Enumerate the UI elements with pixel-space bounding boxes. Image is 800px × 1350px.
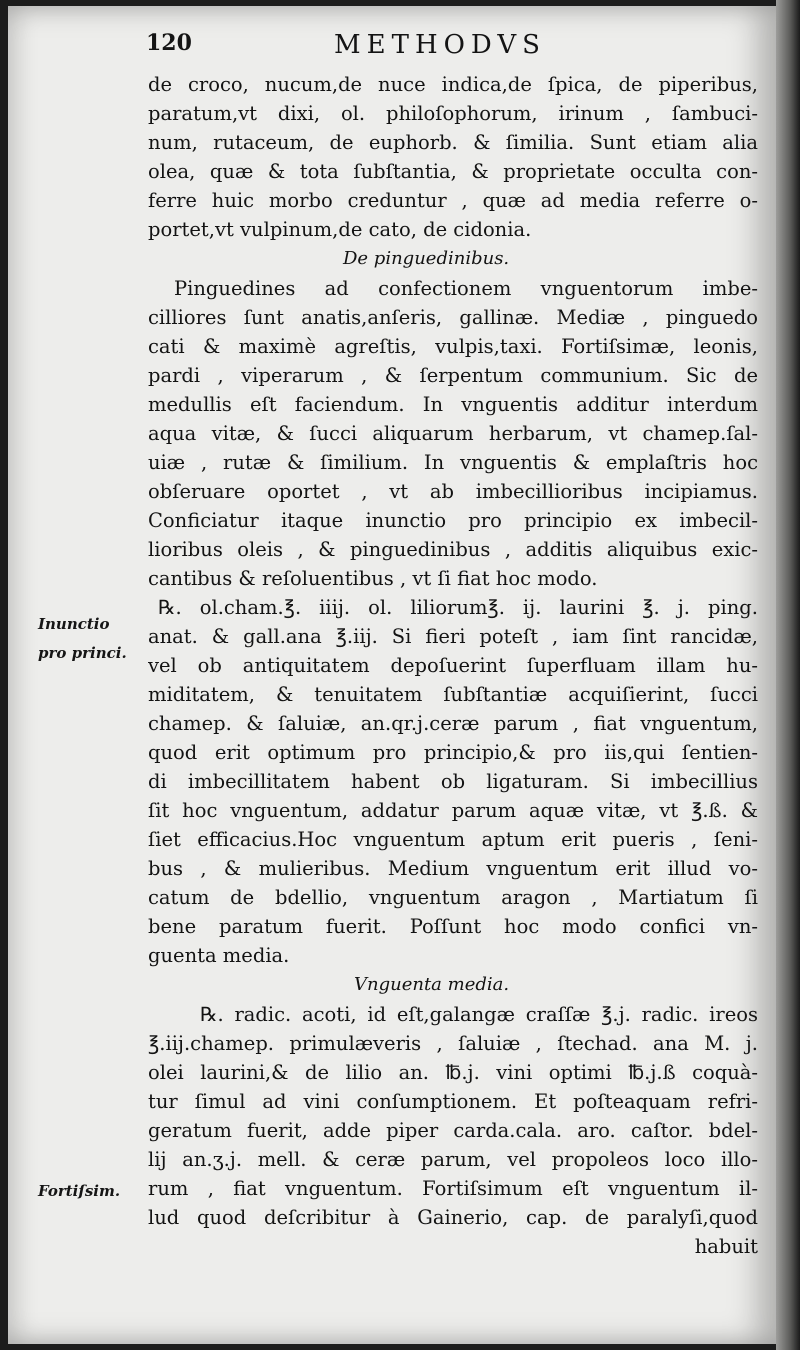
page-number: 120 xyxy=(146,30,192,56)
text-line: ſit hoc vnguentum, addatur parum aquæ vitæ, vt ℥.ß. & xyxy=(148,799,758,822)
text-line: ferre huic morbo creduntur , quæ ad media referre o- xyxy=(148,189,758,212)
text-line: Pinguedines ad confectionem vnguentorum imbe- xyxy=(174,277,758,300)
text-line: portet,vt vulpinum,de cato, de cidonia. xyxy=(148,218,532,241)
text-line: Conficiatur itaque inunctio pro principio ex imbecil- xyxy=(148,509,758,532)
text-line: obſeruare oportet , vt ab imbecillioribus incipiamus. xyxy=(148,480,758,503)
margin-note-pro-principio: pro princi. xyxy=(38,644,127,662)
text-line: bene paratum fuerit. Poſſunt hoc modo confici vn- xyxy=(148,915,758,938)
text-line: paratum,vt dixi, ol. philoſophorum, irinum , ſambuci- xyxy=(148,102,758,125)
text-line: medullis eſt faciendum. In vnguentis additur interdum xyxy=(148,393,758,416)
text-line: lij an.ʒ.j. mell. & ceræ parum, vel propoleos loco illo- xyxy=(148,1148,758,1171)
section-heading: Vnguenta media. xyxy=(354,974,510,995)
text-line: ſiet efficacius.Hoc vnguentum aptum erit pueris , ſeni- xyxy=(148,828,758,851)
text-line: olea, quæ & tota ſubſtantia, & proprietate occulta con- xyxy=(148,160,758,183)
section-heading: De pinguedinibus. xyxy=(343,248,510,269)
text-line: lud quod deſcribitur à Gainerio, cap. de paralyſi,quod xyxy=(148,1206,758,1229)
body-text xyxy=(148,70,758,1261)
text-line: ℞. ol.cham.℥. iiij. ol. liliorum℥. ij. laurini ℥. j. ping. xyxy=(158,596,758,619)
margin-note-inunctio: Inunctio xyxy=(38,615,110,633)
text-line: bus , & mulieribus. Medium vnguentum erit illud vo- xyxy=(148,857,758,880)
text-line: uiæ , rutæ & ſimilium. In vnguentis & emplaſtris hoc xyxy=(148,451,758,474)
text-line: quod erit optimum pro principio,& pro iis,qui ſentien- xyxy=(148,741,758,764)
text-line: geratum fuerit, adde piper carda.cala. aro. caſtor. bdel- xyxy=(148,1119,758,1142)
text-line: miditatem, & tenuitatem ſubſtantiæ acquiſierint, ſucci xyxy=(148,683,758,706)
margin-note-fortissimum: Fortiſsim. xyxy=(38,1182,121,1200)
text-line: catum de bdellio, vnguentum aragon , Martiatum ſi xyxy=(148,886,758,909)
text-line: tur ſimul ad vini conſumptionem. Et poſteaquam refri- xyxy=(148,1090,758,1113)
text-line: cati & maximè agreſtis, vulpis,taxi. Fortiſsimæ, leonis, xyxy=(148,335,758,358)
text-line: cilliores ſunt anatis,anſeris, gallinæ. Mediæ , pinguedo xyxy=(148,306,758,329)
text-line: pardi , viperarum , & ſerpentum communium. Sic de xyxy=(148,364,758,387)
text-line: olei laurini,& de lilio an. ℔.j. vini optimi ℔.j.ß coquà- xyxy=(148,1061,758,1084)
text-line: vel ob antiquitatem depoſuerint ſuperfluam illam hu- xyxy=(148,654,758,677)
text-line: aqua vitæ, & ſucci aliquarum herbarum, vt chamep.ſal- xyxy=(148,422,758,445)
text-line: guenta media. xyxy=(148,944,290,967)
page-header xyxy=(0,30,800,66)
text-line: cantibus & reſoluentibus , vt ſi fiat hoc modo. xyxy=(148,567,598,590)
text-line: di imbecillitatem habent ob ligaturam. Si imbecillius xyxy=(148,770,758,793)
text-line: lioribus oleis , & pinguedinibus , additis aliquibus exic- xyxy=(148,538,758,561)
text-line: chamep. & ſaluiæ, an.qr.j.ceræ parum , fiat vnguentum, xyxy=(148,712,758,735)
text-line: num, rutaceum, de euphorb. & ſimilia. Sunt etiam alia xyxy=(148,131,758,154)
text-line: ℥.iij.chamep. primulæveris , ſaluiæ , ſtechad. ana M. j. xyxy=(148,1032,758,1055)
running-head: METHODVS xyxy=(334,30,546,60)
text-line: rum , fiat vnguentum. Fortiſsimum eſt vnguentum il- xyxy=(148,1177,758,1200)
text-line: de croco, nucum,de nuce indica,de ſpica, de piperibus, xyxy=(148,73,758,96)
text-line: anat. & gall.ana ℥.iij. Si fieri poteſt , iam ſint rancidæ, xyxy=(148,625,758,648)
page-edge-shadow xyxy=(776,0,800,1350)
text-line: ℞. radic. acoti, id eſt,galangæ craſſæ ℥.j. radic. ireos xyxy=(200,1003,758,1026)
catchword: habuit xyxy=(694,1235,758,1258)
